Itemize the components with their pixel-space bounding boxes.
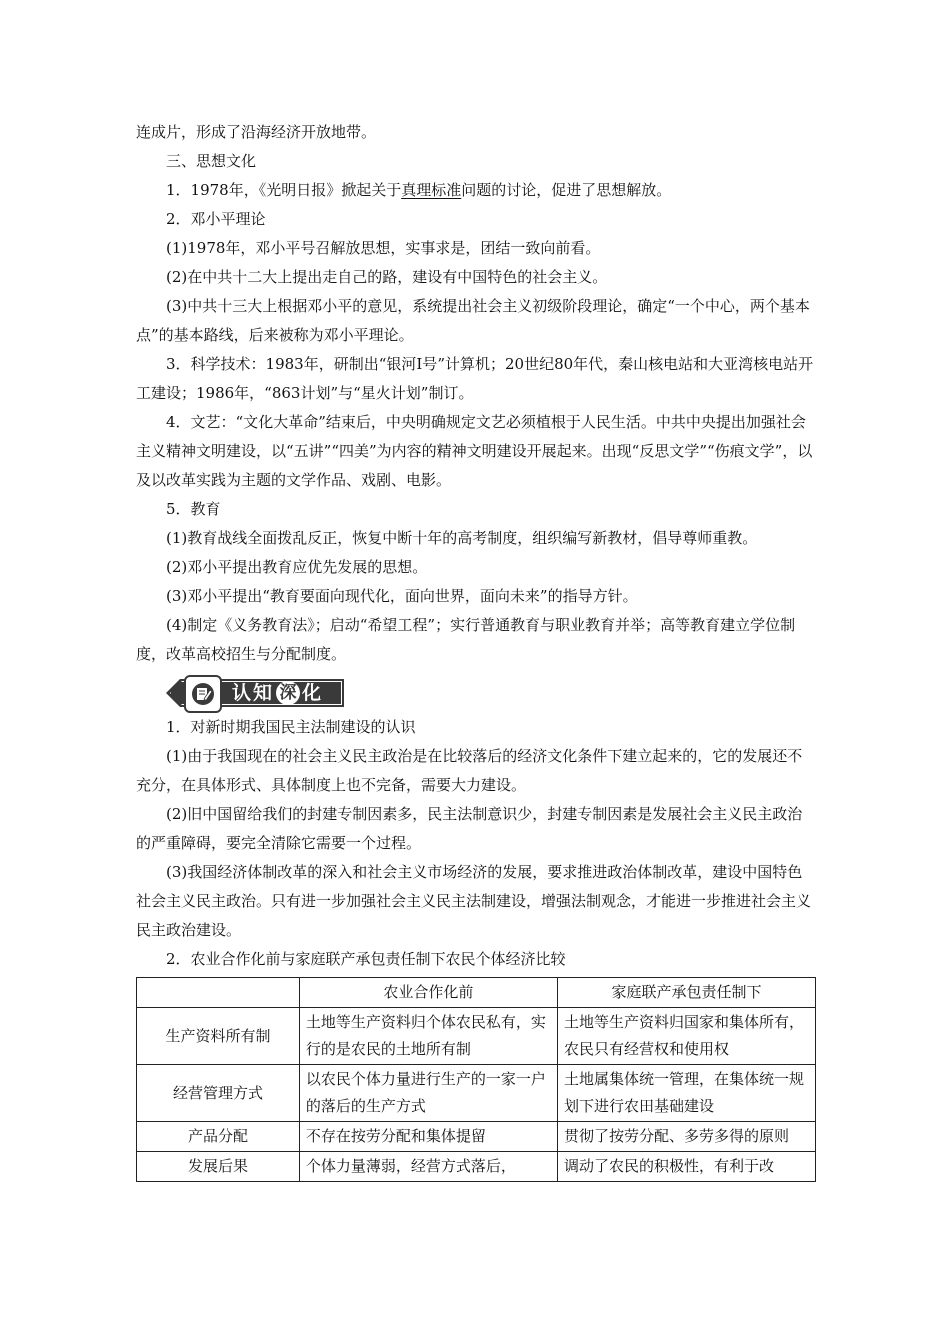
paragraph: (1)教育战线全面拨乱反正，恢复中断十年的高考制度，组织编写新教材，倡导尊师重教。 [166, 529, 758, 547]
row-label: 生产资料所有制 [137, 1008, 300, 1065]
table-caption: 2．农业合作化前与家庭联产承包责任制下农民个体经济比较 [166, 950, 566, 968]
table-header-cell: 家庭联产承包责任制下 [557, 978, 815, 1008]
row-label: 经营管理方式 [137, 1065, 300, 1122]
pencil-note-icon [184, 675, 222, 713]
paragraph: (3)我国经济体制改革的深入和社会主义市场经济的发展，要求推进政治体制改革，建设中国特色社会主义民主政治。只有进一步加强社会主义民主法制建设，增强法制观念，才能进一步推进社会主义民主政治建设。 [136, 863, 812, 939]
table-header-cell [137, 978, 300, 1008]
subheading: 5．教育 [166, 500, 221, 518]
paragraph: 4．文艺：“文化大革命”结束后，中央明确规定文艺必须植根于人民生活。中共中央提出加强社会主义精神文明建设，以“五讲”“四美”为内容的精神文明建设开展起来。出现“反思文学”“伤痕文学”，以及以改革实践为主题的文学作品、戏剧、电影。 [136, 413, 813, 489]
paragraph: 3．科学技术：1983年，研制出“银河Ⅰ号”计算机；20世纪80年代，秦山核电站和大亚湾核电站开工建设；1986年，“863计划”与“星火计划”制订。 [136, 355, 814, 402]
paragraph: (3)中共十三大上根据邓小平的意见，系统提出社会主义初级阶段理论，确定“一个中心，两个基本点”的基本路线，后来被称为邓小平理论。 [136, 297, 810, 344]
table-cell: 土地等生产资料归个体农民私有，实行的是农民的土地所有制 [299, 1008, 557, 1065]
table-header-row [137, 978, 816, 1008]
table-cell: 贯彻了按劳分配、多劳多得的原则 [557, 1122, 815, 1152]
banner-title-circled: 深 [276, 681, 300, 705]
text-span: 1．1978年，《光明日报》掀起关于 [166, 181, 402, 199]
banner-title-part: 化 [302, 682, 324, 704]
table-cell: 土地属集体统一管理，在集体统一规划下进行农田基础建设 [557, 1065, 815, 1122]
underlined-term: 真理标准 [401, 181, 462, 199]
table-row [137, 1122, 816, 1152]
table-row [137, 1008, 816, 1065]
paragraph: (2)在中共十二大上提出走自己的路，建设有中国特色的社会主义。 [166, 268, 608, 286]
paragraph: (2)邓小平提出教育应优先发展的思想。 [166, 558, 428, 576]
paragraph: (4)制定《义务教育法》；启动“希望工程”；实行普通教育与职业教育并举；高等教育建立学位制度，改革高校招生与分配制度。 [136, 616, 796, 663]
text-span: 问题的讨论，促进了思想解放。 [461, 181, 672, 199]
table-cell: 不存在按劳分配和集体提留 [299, 1122, 557, 1152]
paragraph: (1)由于我国现在的社会主义民主政治是在比较落后的经济文化条件下建立起来的，它的发展还不充分，在具体形式、具体制度上也不完备，需要大力建设。 [136, 747, 803, 794]
table-cell: 个体力量薄弱，经营方式落后， [299, 1152, 557, 1182]
paragraph [136, 176, 816, 205]
paragraph: (1)1978年，邓小平号召解放思想，实事求是，团结一致向前看。 [166, 239, 601, 257]
text-line: 连成片，形成了沿海经济开放地带。 [136, 123, 377, 141]
section-heading: 三、思想文化 [166, 152, 257, 170]
row-label: 发展后果 [137, 1152, 300, 1182]
table-header-cell: 农业合作化前 [299, 978, 557, 1008]
table-cell: 以农民个体力量进行生产的一家一户的落后的生产方式 [299, 1065, 557, 1122]
table-row [137, 1152, 816, 1182]
paragraph: (2)旧中国留给我们的封建专制因素多，民主法制意识少，封建专制因素是发展社会主义民主政治的严重障碍，要完全清除它需要一个过程。 [136, 805, 803, 852]
table-row [137, 1065, 816, 1122]
table-cell: 土地等生产资料归国家和集体所有，农民只有经营权和使用权 [557, 1008, 815, 1065]
banner-title-part: 认知 [232, 682, 275, 704]
table-cell: 调动了农民的积极性，有利于改 [557, 1152, 815, 1182]
banner-title [232, 679, 323, 707]
section-banner [166, 673, 486, 713]
subheading: 1．对新时期我国民主法制建设的认识 [166, 718, 416, 736]
subheading: 2．邓小平理论 [166, 210, 266, 228]
comparison-table [136, 977, 816, 1182]
row-label: 产品分配 [137, 1122, 300, 1152]
paragraph: (3)邓小平提出“教育要面向现代化，面向世界，面向未来”的指导方针。 [166, 587, 638, 605]
page-content [136, 118, 816, 1182]
